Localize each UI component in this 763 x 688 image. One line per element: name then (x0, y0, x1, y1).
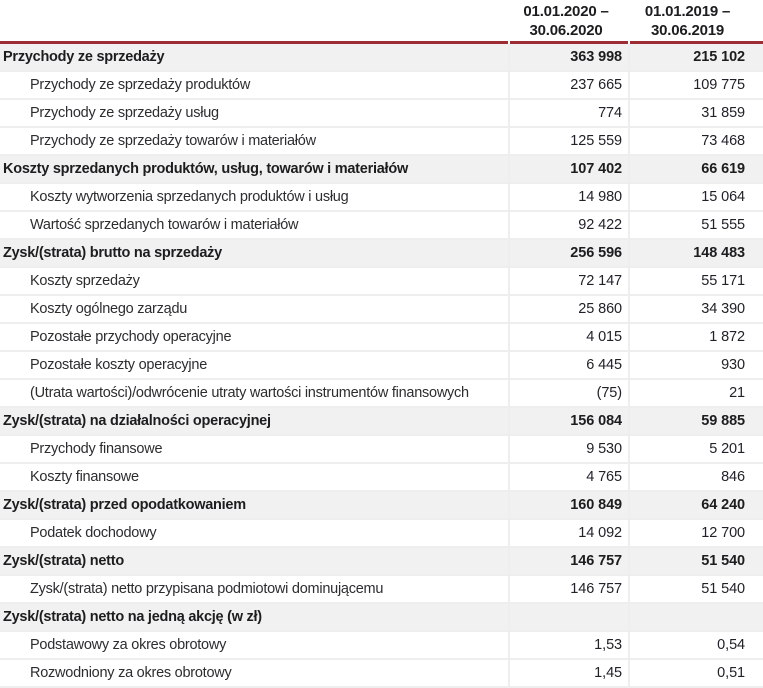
table-row (0, 380, 763, 408)
header-period-2019 (630, 0, 763, 44)
row-label: Koszty sprzedaży (0, 268, 508, 294)
row-label: Koszty sprzedanych produktów, usług, towarów i materiałów (0, 156, 508, 182)
row-label: Zysk/(strata) na działalności operacyjnej (0, 408, 508, 434)
row-label: Przychody finansowe (0, 436, 508, 462)
row-label: Zysk/(strata) brutto na sprzedaży (0, 240, 508, 266)
table-row-total (0, 44, 763, 72)
value-2019: 109 775 (630, 72, 763, 98)
table-row (0, 520, 763, 548)
header-period-2020-line2: 30.06.2020 (529, 22, 603, 39)
value-2019: 21 (630, 380, 763, 406)
value-2019: 51 540 (630, 548, 763, 574)
row-label: Koszty finansowe (0, 464, 508, 490)
header-period-2020-line1: 01.01.2020 – (523, 3, 609, 20)
row-label: Przychody ze sprzedaży towarów i materiałów (0, 128, 508, 154)
row-label: Przychody ze sprzedaży (0, 44, 508, 70)
value-2020: 237 665 (510, 72, 628, 98)
header-spacer (0, 0, 508, 44)
value-2020: 4 015 (510, 324, 628, 350)
row-label: Koszty wytworzenia sprzedanych produktów i usług (0, 184, 508, 210)
value-2019: 0,54 (630, 632, 763, 658)
value-2020: 774 (510, 100, 628, 126)
table-row (0, 100, 763, 128)
row-label: Zysk/(strata) netto przypisana podmiotowi dominującemu (0, 576, 508, 602)
row-label: Koszty ogólnego zarządu (0, 296, 508, 322)
value-2019: 51 555 (630, 212, 763, 238)
table-row (0, 128, 763, 156)
value-2020: 72 147 (510, 268, 628, 294)
value-2019: 31 859 (630, 100, 763, 126)
row-label: Pozostałe przychody operacyjne (0, 324, 508, 350)
header-period-2020 (510, 0, 628, 44)
table-row (0, 436, 763, 464)
header-period-2019-line2: 30.06.2019 (650, 22, 725, 39)
row-label: Przychody ze sprzedaży usług (0, 100, 508, 126)
table-row (0, 352, 763, 380)
table-row (0, 212, 763, 240)
value-2019: 73 468 (630, 128, 763, 154)
value-2019: 15 064 (630, 184, 763, 210)
value-2019: 12 700 (630, 520, 763, 546)
value-2020: (75) (510, 380, 628, 406)
value-2020: 4 765 (510, 464, 628, 490)
value-2019: 59 885 (630, 408, 763, 434)
row-label: Rozwodniony za okres obrotowy (0, 660, 508, 686)
row-label: Podatek dochodowy (0, 520, 508, 546)
value-2019: 1 872 (630, 324, 763, 350)
value-2020: 25 860 (510, 296, 628, 322)
value-2020: 9 530 (510, 436, 628, 462)
row-label: Pozostałe koszty operacyjne (0, 352, 508, 378)
header-period-2019-line1: 01.01.2019 – (644, 3, 731, 20)
value-2019: 34 390 (630, 296, 763, 322)
table-row (0, 660, 763, 688)
row-label: Zysk/(strata) przed opodatkowaniem (0, 492, 508, 518)
table-row (0, 268, 763, 296)
value-2020: 6 445 (510, 352, 628, 378)
value-2020: 256 596 (510, 240, 628, 266)
table-row (0, 464, 763, 492)
value-2019: 66 619 (630, 156, 763, 182)
value-2020: 125 559 (510, 128, 628, 154)
row-label: Zysk/(strata) netto (0, 548, 508, 574)
table-row-total (0, 548, 763, 576)
value-2020: 156 084 (510, 408, 628, 434)
value-2019: 51 540 (630, 576, 763, 602)
table-row (0, 184, 763, 212)
value-2020: 92 422 (510, 212, 628, 238)
row-label: Wartość sprzedanych towarów i materiałów (0, 212, 508, 238)
row-label: Podstawowy za okres obrotowy (0, 632, 508, 658)
value-2020 (510, 604, 628, 630)
value-2020: 14 980 (510, 184, 628, 210)
value-2019: 215 102 (630, 44, 763, 70)
value-2020: 363 998 (510, 44, 628, 70)
table-row-header (0, 604, 763, 632)
value-2019 (630, 604, 763, 630)
value-2019: 930 (630, 352, 763, 378)
value-2020: 146 757 (510, 576, 628, 602)
value-2020: 1,53 (510, 632, 628, 658)
value-2020: 14 092 (510, 520, 628, 546)
value-2020: 146 757 (510, 548, 628, 574)
table-row-total (0, 156, 763, 184)
value-2019: 55 171 (630, 268, 763, 294)
table-row (0, 632, 763, 660)
table-header-row (0, 0, 763, 44)
table-row (0, 296, 763, 324)
table-row (0, 72, 763, 100)
value-2019: 5 201 (630, 436, 763, 462)
table-row-total (0, 492, 763, 520)
row-label: Przychody ze sprzedaży produktów (0, 72, 508, 98)
table-row-total (0, 408, 763, 436)
row-label: Zysk/(strata) netto na jedną akcję (w zł) (0, 604, 508, 630)
value-2019: 0,51 (630, 660, 763, 686)
value-2020: 160 849 (510, 492, 628, 518)
table-row (0, 576, 763, 604)
value-2019: 148 483 (630, 240, 763, 266)
value-2019: 64 240 (630, 492, 763, 518)
value-2020: 1,45 (510, 660, 628, 686)
value-2020: 107 402 (510, 156, 628, 182)
table-row (0, 324, 763, 352)
row-label: (Utrata wartości)/odwrócenie utraty wartości instrumentów finansowych (0, 380, 508, 406)
value-2019: 846 (630, 464, 763, 490)
table-row-total (0, 240, 763, 268)
